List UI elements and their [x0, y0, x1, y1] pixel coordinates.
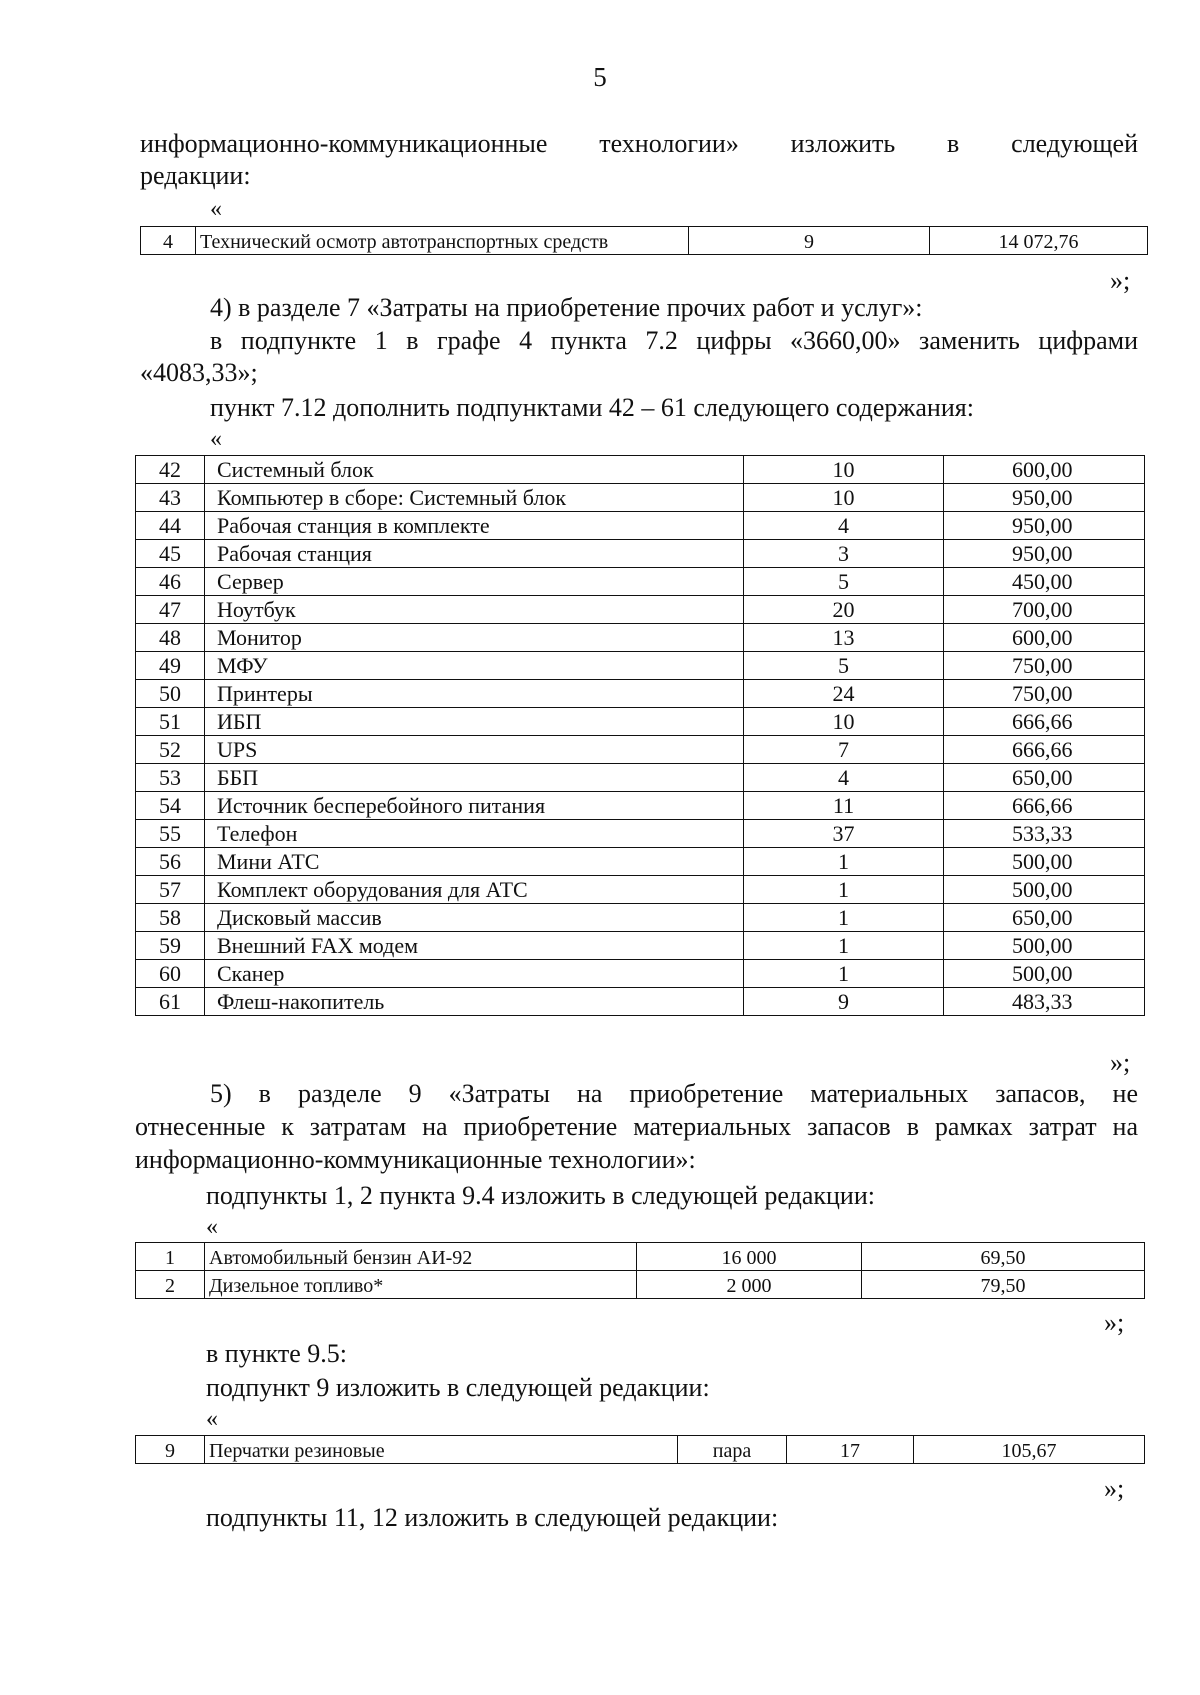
table-row — [141, 227, 1148, 255]
row-name: Сканер — [205, 960, 744, 988]
table-row — [136, 568, 1145, 596]
quote-open: « — [210, 196, 222, 222]
quote-open: « — [206, 1406, 218, 1432]
row-price: 600,00 — [944, 456, 1145, 484]
row-price: 500,00 — [944, 932, 1145, 960]
table-row — [136, 456, 1145, 484]
gloves-table — [135, 1435, 1145, 1464]
section95-line-1: в пункте 9.5: — [206, 1339, 348, 1368]
table-row — [136, 904, 1145, 932]
row-price: 666,66 — [944, 792, 1145, 820]
table-row — [136, 960, 1145, 988]
row-number: 60 — [136, 960, 205, 988]
row-price: 79,50 — [862, 1271, 1145, 1299]
row-number: 47 — [136, 596, 205, 624]
row-name: Источник бесперебойного питания — [205, 792, 744, 820]
table-row — [136, 484, 1145, 512]
row-price: 700,00 — [944, 596, 1145, 624]
final-line: подпункты 11, 12 изложить в следующей редакции: — [206, 1503, 779, 1532]
table-row — [136, 820, 1145, 848]
row-name: Компьютер в сборе: Системный блок — [205, 484, 744, 512]
intro-line-2: редакции: — [140, 161, 251, 190]
row-number: 51 — [136, 708, 205, 736]
row-quantity: 10 — [744, 456, 944, 484]
row-price: 483,33 — [944, 988, 1145, 1016]
row-name: Рабочая станция — [205, 540, 744, 568]
row-price: 450,00 — [944, 568, 1145, 596]
intro-line-1: информационно-коммуникационные технологии» изложить в следующей — [140, 129, 1138, 158]
section4-line-4: пункт 7.12 дополнить подпунктами 42 – 61 следующего содержания: — [210, 393, 974, 422]
table-row — [136, 596, 1145, 624]
row-price: 666,66 — [944, 708, 1145, 736]
table-row — [136, 680, 1145, 708]
quote-close: »; — [1110, 1048, 1131, 1077]
equipment-table — [135, 455, 1145, 1016]
table-row — [136, 1271, 1145, 1299]
section5-line-3: информационно-коммуникационные технологии»: — [135, 1145, 696, 1174]
fuel-table — [135, 1242, 1145, 1299]
section4-line-3: «4083,33»; — [140, 358, 258, 387]
row-name: Внешний FAX модем — [205, 932, 744, 960]
row-quantity: 4 — [744, 512, 944, 540]
table-row — [136, 652, 1145, 680]
row-unit: пара — [678, 1436, 787, 1464]
row-number: 53 — [136, 764, 205, 792]
row-quantity: 1 — [744, 876, 944, 904]
row-name: Флеш-накопитель — [205, 988, 744, 1016]
row-quantity: 1 — [744, 960, 944, 988]
section4-line-1: 4) в разделе 7 «Затраты на приобретение прочих работ и услуг»: — [210, 293, 923, 322]
row-name: Системный блок — [205, 456, 744, 484]
row-number: 57 — [136, 876, 205, 904]
row-quantity: 7 — [744, 736, 944, 764]
row-name: Автомобильный бензин АИ-92 — [205, 1243, 637, 1271]
row-quantity: 20 — [744, 596, 944, 624]
row-number: 55 — [136, 820, 205, 848]
row-quantity: 1 — [744, 932, 944, 960]
row-quantity: 9 — [689, 227, 930, 255]
row-name: Комплект оборудования для АТС — [205, 876, 744, 904]
row-price: 950,00 — [944, 540, 1145, 568]
table-row — [136, 932, 1145, 960]
row-name: Перчатки резиновые — [205, 1436, 678, 1464]
row-number: 45 — [136, 540, 205, 568]
section4-line-2: в подпункте 1 в графе 4 пункта 7.2 цифры «3660,00» заменить цифрами — [210, 326, 1138, 355]
row-quantity: 5 — [744, 652, 944, 680]
row-price: 500,00 — [944, 960, 1145, 988]
row-name: Ноутбук — [205, 596, 744, 624]
row-quantity: 24 — [744, 680, 944, 708]
row-number: 1 — [136, 1243, 205, 1271]
row-name: UPS — [205, 736, 744, 764]
row-quantity: 2 000 — [637, 1271, 862, 1299]
section95-line-2: подпункт 9 изложить в следующей редакции: — [206, 1373, 710, 1402]
row-quantity: 3 — [744, 540, 944, 568]
section5-line-4: подпункты 1, 2 пункта 9.4 изложить в следующей редакции: — [206, 1181, 875, 1210]
table-row — [136, 848, 1145, 876]
table-row — [136, 708, 1145, 736]
row-name: Дисковый массив — [205, 904, 744, 932]
row-number: 48 — [136, 624, 205, 652]
row-name: Монитор — [205, 624, 744, 652]
row-price: 600,00 — [944, 624, 1145, 652]
row-price: 500,00 — [944, 876, 1145, 904]
page-number: 5 — [593, 62, 607, 92]
row-quantity: 16 000 — [637, 1243, 862, 1271]
row-name: Технический осмотр автотранспортных средств — [196, 227, 689, 255]
row-number: 49 — [136, 652, 205, 680]
row-number: 46 — [136, 568, 205, 596]
row-price: 650,00 — [944, 904, 1145, 932]
row-price: 69,50 — [862, 1243, 1145, 1271]
row-quantity: 10 — [744, 484, 944, 512]
row-price: 14 072,76 — [930, 227, 1148, 255]
table-row — [136, 1436, 1145, 1464]
table-row — [136, 512, 1145, 540]
row-price: 500,00 — [944, 848, 1145, 876]
row-quantity: 13 — [744, 624, 944, 652]
row-price: 750,00 — [944, 680, 1145, 708]
row-price: 666,66 — [944, 736, 1145, 764]
row-price: 950,00 — [944, 484, 1145, 512]
section5-line-1: 5) в разделе 9 «Затраты на приобретение материальных запасов, не — [210, 1079, 1138, 1108]
row-quantity: 4 — [744, 764, 944, 792]
row-number: 2 — [136, 1271, 205, 1299]
table-row — [136, 736, 1145, 764]
row-number: 9 — [136, 1436, 205, 1464]
row-number: 61 — [136, 988, 205, 1016]
table-row — [136, 540, 1145, 568]
table-row — [136, 792, 1145, 820]
row-name: ББП — [205, 764, 744, 792]
row-number: 52 — [136, 736, 205, 764]
row-quantity: 1 — [744, 848, 944, 876]
row-number: 59 — [136, 932, 205, 960]
vehicle-table — [140, 226, 1148, 255]
row-number: 54 — [136, 792, 205, 820]
row-name: Принтеры — [205, 680, 744, 708]
row-name: Рабочая станция в комплекте — [205, 512, 744, 540]
row-price: 950,00 — [944, 512, 1145, 540]
row-name: Сервер — [205, 568, 744, 596]
row-quantity: 1 — [744, 904, 944, 932]
row-quantity: 11 — [744, 792, 944, 820]
row-number: 43 — [136, 484, 205, 512]
row-price: 105,67 — [914, 1436, 1145, 1464]
row-name: Мини АТС — [205, 848, 744, 876]
row-quantity: 10 — [744, 708, 944, 736]
table-row — [136, 876, 1145, 904]
row-number: 44 — [136, 512, 205, 540]
row-number: 50 — [136, 680, 205, 708]
section5-line-2: отнесенные к затратам на приобретение материальных запасов в рамках затрат на — [135, 1112, 1138, 1141]
table-row — [136, 764, 1145, 792]
table-row — [136, 1243, 1145, 1271]
row-number: 42 — [136, 456, 205, 484]
row-quantity: 37 — [744, 820, 944, 848]
row-name: Дизельное топливо* — [205, 1271, 637, 1299]
table-row — [136, 988, 1145, 1016]
row-price: 750,00 — [944, 652, 1145, 680]
row-name: Телефон — [205, 820, 744, 848]
quote-open: « — [206, 1214, 218, 1240]
row-quantity: 9 — [744, 988, 944, 1016]
table-row — [136, 624, 1145, 652]
row-name: МФУ — [205, 652, 744, 680]
row-quantity: 5 — [744, 568, 944, 596]
row-quantity: 17 — [787, 1436, 914, 1464]
row-name: ИБП — [205, 708, 744, 736]
quote-close: »; — [1104, 1474, 1125, 1503]
row-number: 58 — [136, 904, 205, 932]
row-number: 56 — [136, 848, 205, 876]
quote-close: »; — [1110, 266, 1131, 295]
quote-close: »; — [1104, 1308, 1125, 1337]
row-number: 4 — [141, 227, 196, 255]
row-price: 533,33 — [944, 820, 1145, 848]
quote-open: « — [210, 426, 222, 452]
row-price: 650,00 — [944, 764, 1145, 792]
